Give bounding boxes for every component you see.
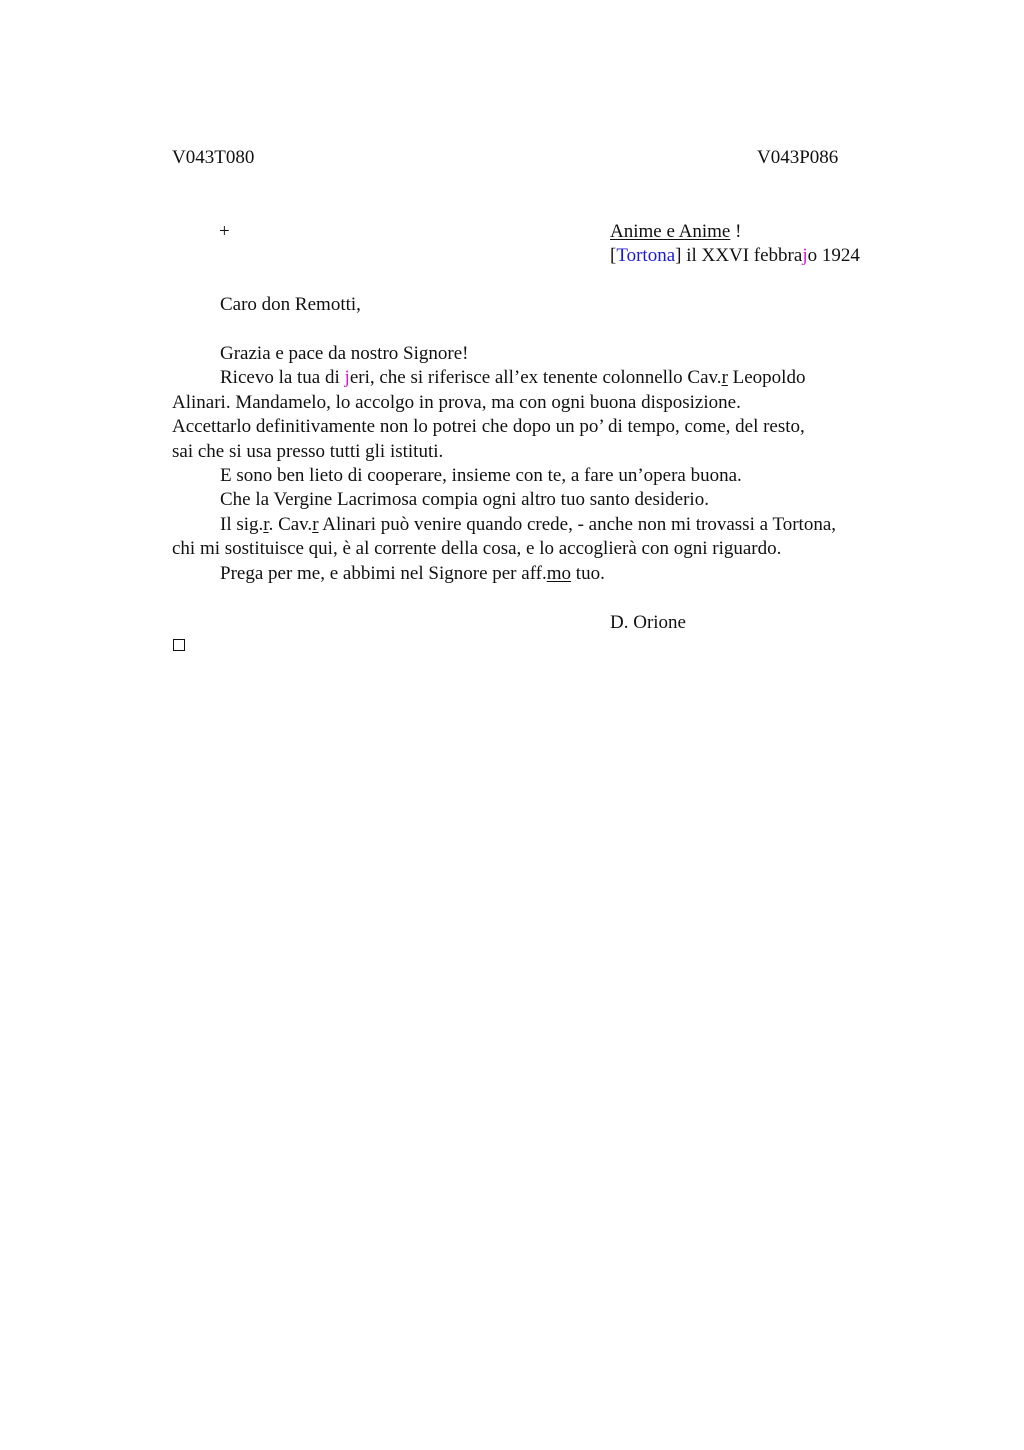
cross-symbol: +	[219, 221, 230, 242]
letter-signature: D. Orione	[610, 612, 686, 633]
letter-dateline	[610, 244, 860, 268]
body-line: chi mi sostituisce qui, è al corrente della cosa, e lo accoglierà con ogni riguardo.	[172, 538, 782, 560]
body-text-span: Leopoldo	[727, 367, 806, 389]
body-text-span: Prega per me, e abbimi nel Signore per aff.	[220, 562, 547, 584]
motto-text: Anime e Anime	[610, 221, 731, 242]
end-marker-box	[173, 639, 185, 651]
abbreviation-superscript: r	[263, 513, 269, 535]
body-text-span: Ricevo la tua di	[220, 367, 345, 389]
body-line: E sono ben lieto di cooperare, insieme con te, a fare un’opera buona.	[220, 465, 742, 487]
date-text-2: o 1924	[807, 245, 860, 266]
body-text-span: eri, che si riferisce all’ex tenente colonnello Cav.	[349, 367, 722, 389]
body-line: sai che si usa presso tutti gli istituti.	[172, 440, 444, 462]
abbreviation-superscript: mo	[546, 562, 572, 584]
date-bracket-close: ]	[675, 245, 682, 266]
abbreviation-superscript: r	[312, 513, 319, 535]
body-line: Accettarlo definitivamente non lo potrei che dopo un po’ di tempo, come, del resto,	[172, 416, 805, 438]
body-text-span: Il sig.	[220, 513, 264, 535]
motto-exclamation: !	[730, 221, 742, 242]
date-text-1: il XXVI febbra	[681, 245, 803, 266]
letter-salutation: Caro don Remotti,	[220, 294, 361, 315]
document-code-right: V043P086	[757, 147, 839, 168]
body-line	[172, 366, 912, 390]
body-line: Grazia e pace da nostro Signore!	[220, 343, 469, 364]
body-line	[172, 562, 912, 586]
body-line: Che la Vergine Lacrimosa compia ogni altro tuo santo desiderio.	[220, 489, 709, 511]
body-text-span: tuo.	[571, 562, 605, 584]
letter-motto	[610, 220, 741, 244]
body-text-span: . Cav.	[268, 513, 313, 535]
document-code-left: V043T080	[172, 147, 255, 168]
body-line: Alinari. Mandamelo, lo accolgo in prova, ma con ogni buona disposizione.	[172, 391, 741, 413]
editorial-letter: j	[344, 367, 350, 389]
body-text-span: Alinari può venire quando crede, - anche non mi trovassi a Tortona,	[318, 513, 837, 535]
date-letter-j: j	[802, 245, 808, 266]
abbreviation-superscript: r	[721, 367, 728, 389]
body-line	[172, 513, 912, 537]
date-place: Tortona	[616, 245, 676, 266]
date-bracket-open: [	[610, 245, 617, 266]
letter-body	[172, 342, 912, 586]
